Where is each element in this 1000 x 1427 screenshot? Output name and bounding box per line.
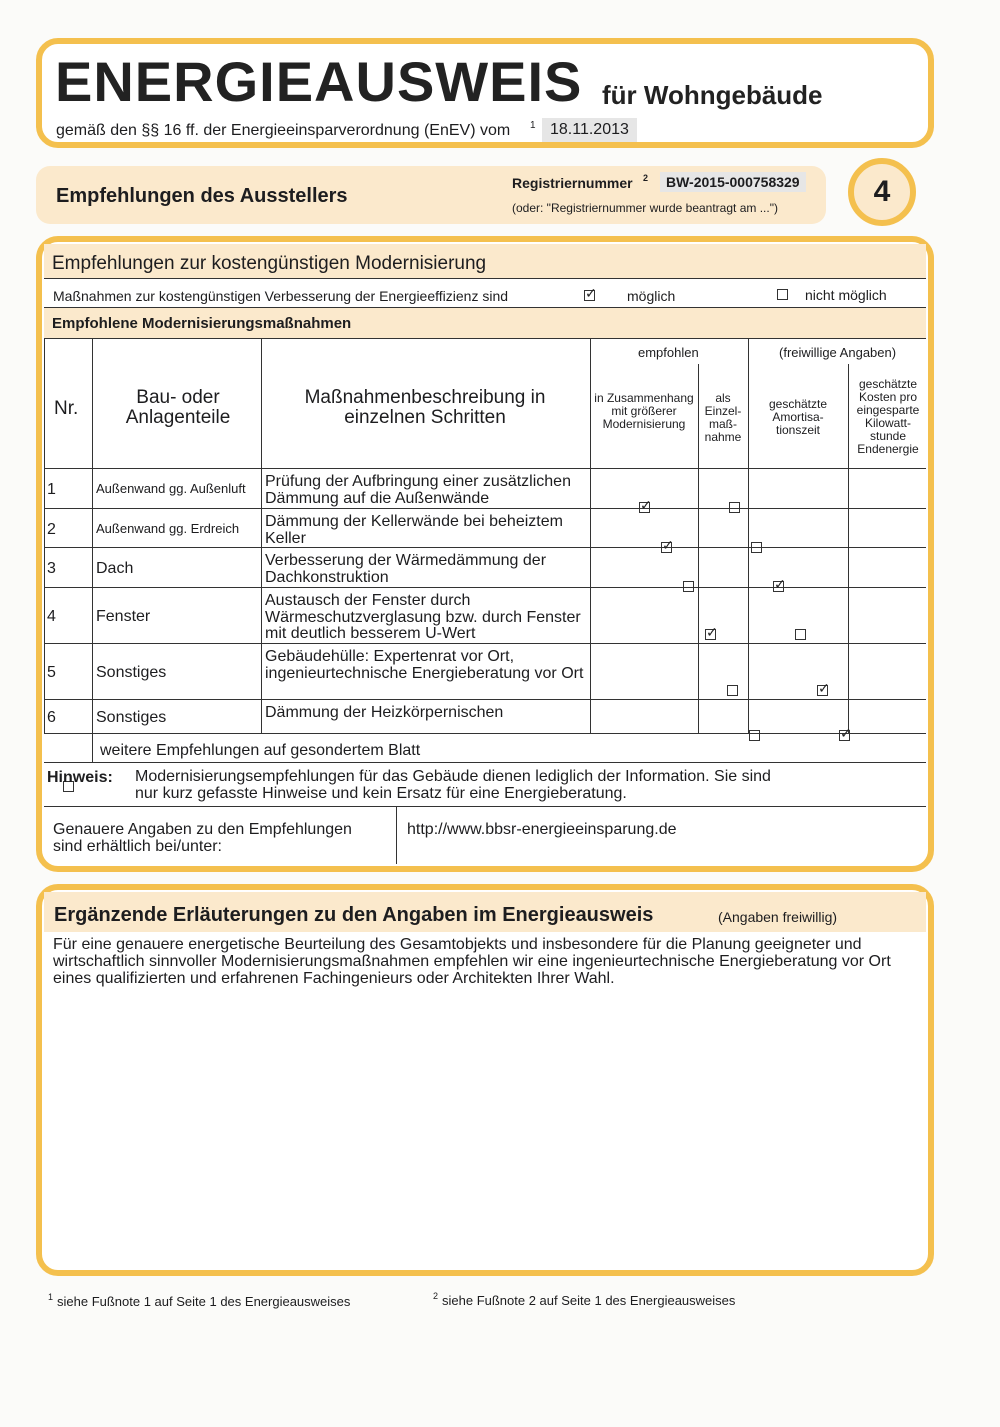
row-description: Dämmung der Kellerwände bei beheiztem Keller	[265, 513, 563, 547]
col-header-description: Maßnahmenbeschreibung in einzelnen Schritten	[304, 387, 546, 428]
rule	[590, 338, 591, 734]
rule	[44, 278, 926, 279]
not-possible-checkbox[interactable]	[777, 289, 788, 300]
modernisation-title: Empfehlungen zur kostengünstigen Modernisierung	[52, 253, 487, 274]
row-in-context-checkbox[interactable]	[705, 629, 716, 640]
row-part: Dach	[96, 560, 134, 577]
row-nr: 1	[47, 481, 56, 498]
row-nr: 4	[47, 608, 56, 625]
supplement-title: Ergänzende Erläuterungen zu den Angaben im Energieausweis	[54, 904, 654, 926]
rule	[44, 587, 926, 588]
row-part: Außenwand gg. Außenluft	[96, 481, 246, 496]
registration-footnote-mark: 2	[643, 173, 649, 183]
row-part: Fenster	[96, 608, 151, 625]
footnote-2: siehe Fußnote 2 auf Seite 1 des Energieausweises	[442, 1293, 736, 1308]
row-single-checkbox[interactable]	[729, 502, 740, 513]
page-number: 4	[873, 175, 891, 208]
page-number-badge	[848, 158, 916, 226]
law-line: gemäß den §§ 16 ff. der Energieeinsparverordnung (EnEV) vom	[56, 122, 511, 139]
col-header-part: Bau- oder Anlagenteile	[125, 387, 231, 428]
rule	[848, 364, 849, 734]
row-nr: 2	[47, 520, 56, 538]
rule	[698, 364, 699, 734]
rule	[748, 338, 749, 734]
supplement-title-bar	[44, 892, 926, 932]
details-url[interactable]: http://www.bbsr-energieeinsparung.de	[407, 821, 677, 838]
row-in-context-checkbox[interactable]	[639, 502, 650, 513]
rule	[261, 338, 262, 734]
rule	[44, 643, 926, 644]
rule	[44, 338, 926, 339]
footnote-mark-1: 1	[530, 120, 536, 131]
row-nr: 6	[47, 709, 56, 726]
rule	[44, 547, 926, 548]
footnote-1: siehe Fußnote 1 auf Seite 1 des Energieausweises	[57, 1294, 351, 1309]
registration-note: (oder: "Registriernummer wurde beantragt am ...")	[512, 201, 778, 215]
col-header-cost: geschätzte Kosten pro eingesparte Kilowatt- stunde Endenergie	[856, 377, 920, 456]
supplement-note: (Angaben freiwillig)	[718, 909, 838, 925]
row-single-checkbox[interactable]	[751, 542, 762, 553]
row-in-context-checkbox[interactable]	[683, 581, 694, 592]
col-header-amortisation: geschätzte Amortisa- tionszeit	[768, 397, 828, 437]
header-box	[36, 38, 934, 148]
row-nr: 3	[47, 560, 56, 577]
issue-date: 18.11.2013	[542, 118, 637, 142]
rule	[44, 762, 926, 763]
col-header-single: als Einzel- maß- nahme	[704, 391, 742, 444]
rule	[44, 468, 926, 469]
section-title: Empfehlungen des Ausstellers	[56, 185, 348, 207]
rule	[44, 806, 926, 807]
row-description: Gebäudehülle: Expertenrat vor Ort, ingenieurtechnische Energieberatung vor Ort	[265, 648, 584, 682]
rule	[396, 806, 397, 864]
row-single-checkbox[interactable]	[795, 629, 806, 640]
measures-text: Maßnahmen zur kostengünstigen Verbesserung der Energieeffizienz sind	[53, 288, 509, 304]
section-bar	[36, 166, 826, 224]
col-header-optional: (freiwillige Angaben)	[779, 345, 897, 360]
hint-label: Hinweis:	[47, 769, 113, 786]
document-subtitle: für Wohngebäude	[602, 80, 823, 110]
rule	[44, 733, 926, 734]
modernisation-title-bar	[44, 244, 926, 278]
footnote-2-mark: 2	[433, 1291, 439, 1301]
document-title: ENERGIEAUSWEIS	[55, 50, 583, 113]
rule	[92, 338, 93, 763]
col-header-nr: Nr.	[54, 398, 79, 419]
rule	[44, 699, 926, 700]
row-description: Dämmung der Heizkörpernischen	[265, 704, 504, 721]
row-description: Verbesserung der Wärmedämmung der Dachkonstruktion	[265, 552, 547, 586]
not-possible-label: nicht möglich	[805, 287, 887, 303]
supplement-text: Für eine genauere energetische Beurteilung des Gesamtobjekts und insbesondere für die Planung geeigneter und wirtschaftlich sinnvoller Modernisierungsmaßnahmen empfehlen wir eine ingenieurtechnische Energieberatung vor Ort eines qualifizierten und erfahrenen Fachingenieurs oder Architekten Ihrer Wahl.	[53, 936, 891, 987]
row-in-context-checkbox[interactable]	[749, 730, 760, 741]
possible-label: möglich	[627, 288, 676, 304]
row-in-context-checkbox[interactable]	[661, 542, 672, 553]
registration-label: Registriernummer	[512, 175, 633, 191]
row-part: Sonstiges	[96, 664, 167, 681]
further-recommendations-label: weitere Empfehlungen auf gesondertem Blatt	[100, 742, 421, 759]
rule	[44, 338, 45, 734]
row-description: Austausch der Fenster durch Wärmeschutzverglasung bzw. durch Fenster mit deutlich besserem U-Wert	[265, 592, 581, 642]
hint-text: Modernisierungsempfehlungen für das Gebäude dienen lediglich der Information. Sie sind nur kurz gefasste Hinweise und kein Ersatz für eine Energieberatung.	[135, 768, 771, 802]
recommended-heading-bar	[44, 308, 926, 338]
rule	[44, 508, 926, 509]
recommended-heading: Empfohlene Modernisierungsmaßnahmen	[52, 315, 352, 332]
row-nr: 5	[47, 664, 56, 681]
row-single-checkbox[interactable]	[773, 581, 784, 592]
row-single-checkbox[interactable]	[817, 685, 828, 696]
row-part: Sonstiges	[96, 709, 167, 726]
row-in-context-checkbox[interactable]	[727, 685, 738, 696]
row-single-checkbox[interactable]	[839, 730, 850, 741]
row-description: Prüfung der Aufbringung einer zusätzlichen Dämmung auf die Außenwände	[265, 473, 571, 507]
possible-checkbox[interactable]	[584, 290, 595, 301]
col-header-in-context: in Zusammenhang mit größerer Modernisierung	[594, 391, 694, 431]
footnote-1-mark: 1	[48, 1292, 54, 1302]
row-part: Außenwand gg. Erdreich	[96, 520, 240, 536]
col-header-recommended: empfohlen	[638, 345, 699, 360]
registration-number: BW-2015-000758329	[660, 172, 806, 192]
details-label: Genauere Angaben zu den Empfehlungen sind erhältlich bei/unter:	[53, 821, 352, 855]
